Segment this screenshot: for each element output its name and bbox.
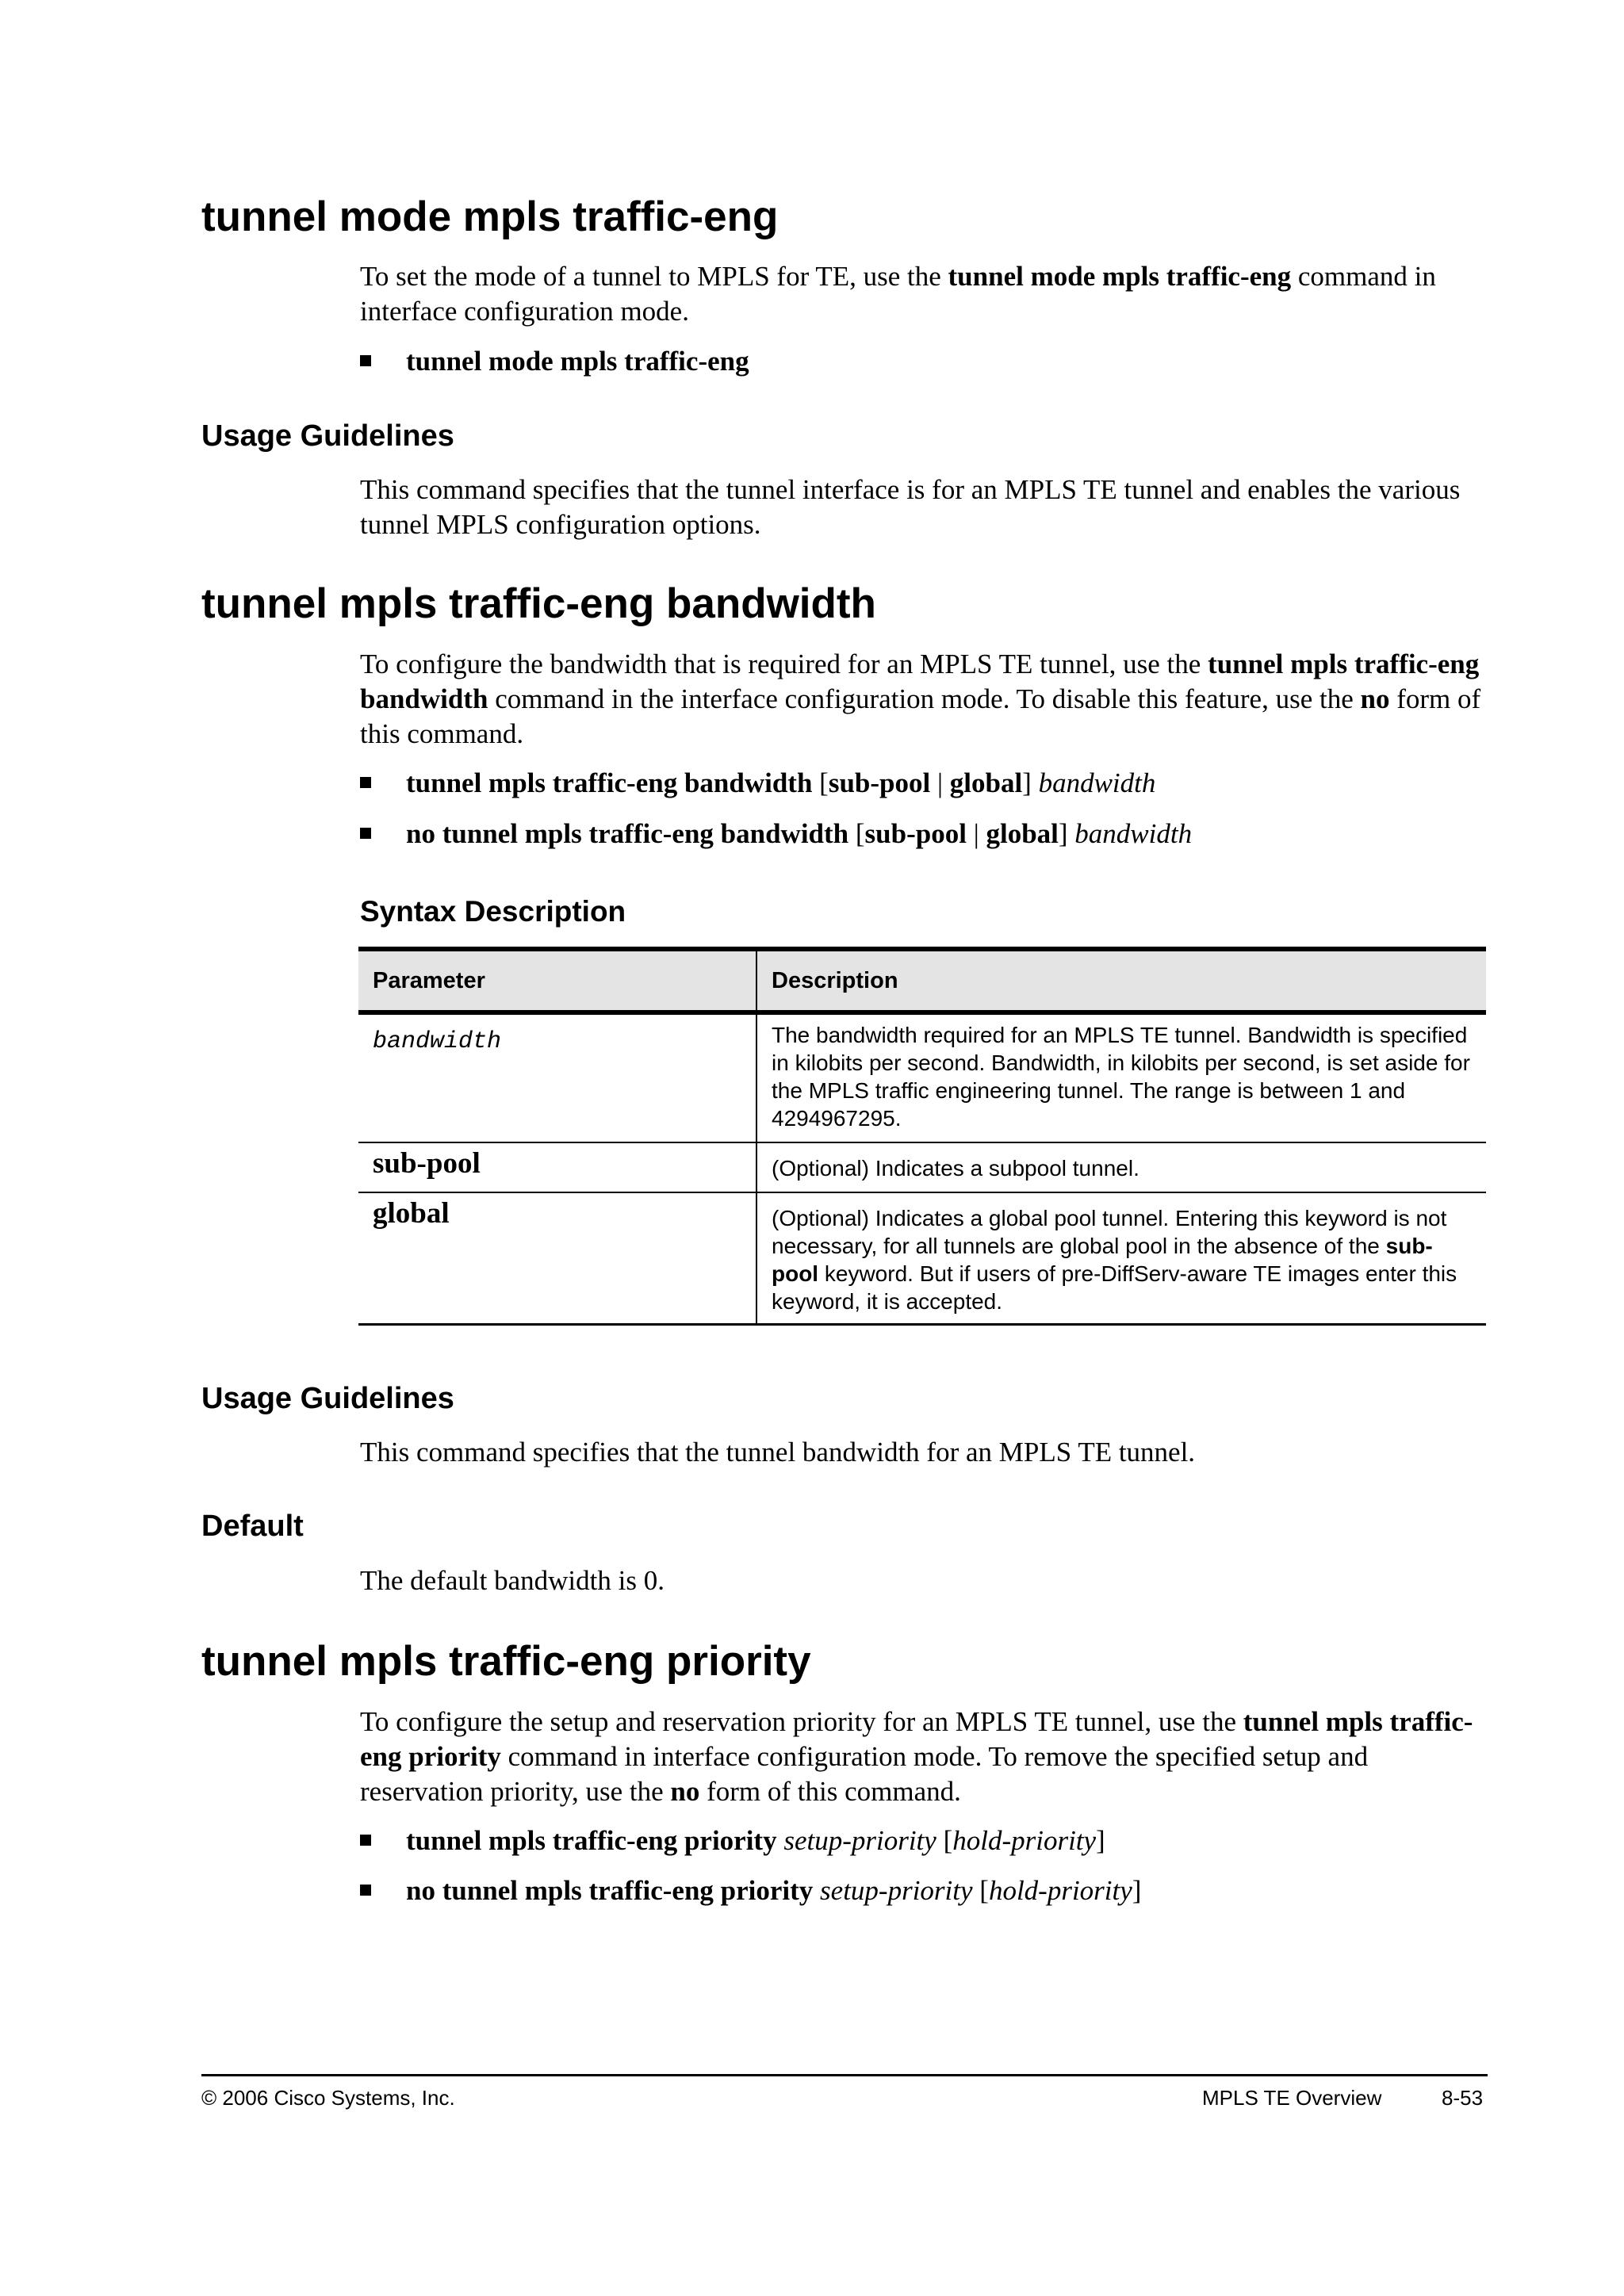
section2-usage-text: This command specifies that the tunnel bandwidth for an MPLS TE tunnel.	[360, 1437, 1196, 1468]
desc-sub-pool: (Optional) Indicates a subpool tunnel.	[772, 1156, 1139, 1181]
column-header-description: Description	[756, 949, 1486, 1012]
section-title-priority: tunnel mpls traffic-eng priority	[201, 1638, 811, 1685]
param-sub-pool: sub-pool	[373, 1147, 481, 1180]
section-title-bandwidth: tunnel mpls traffic-eng bandwidth	[201, 580, 876, 627]
section3-syntax-2: no tunnel mpls traffic-eng priority setup-priority [hold-priority]	[360, 1873, 1141, 1908]
column-header-parameter: Parameter	[358, 949, 756, 1012]
footer-doc-title: MPLS TE Overview	[1202, 2086, 1382, 2110]
param-global: global	[373, 1197, 450, 1230]
footer-copyright: © 2006 Cisco Systems, Inc.	[201, 2086, 455, 2110]
bullet-square-icon	[360, 777, 371, 788]
section3-intro: To configure the setup and reservation priority for an MPLS TE tunnel, use the tunnel mpls traffic-eng priority command in interface configuration mode. To remove the specified setup and reservation priority, use the no form of this command.	[360, 1706, 1473, 1807]
default-heading: Default	[201, 1510, 304, 1543]
desc-global: (Optional) Indicates a global pool tunnel. Entering this keyword is not necessary, for all tunnels are global pool in the absence of the sub-pool keyword. But if users of pre-DiffServ-aware TE images enter this keyword, it is accepted.	[772, 1206, 1457, 1314]
table-row	[358, 1012, 1486, 1142]
syntax-description-heading: Syntax Description	[360, 895, 626, 928]
section1-intro: To set the mode of a tunnel to MPLS for TE, use the tunnel mode mpls traffic-eng command in interface configuration mode.	[360, 261, 1436, 327]
table-row	[358, 1192, 1486, 1325]
section1-usage-text: This command specifies that the tunnel interface is for an MPLS TE tunnel and enables the various tunnel MPLS configuration options.	[360, 474, 1461, 540]
section2-syntax-2: no tunnel mpls traffic-eng bandwidth [sub-pool | global] bandwidth	[360, 817, 1192, 851]
table-row	[358, 1142, 1486, 1192]
bullet-square-icon	[360, 1835, 371, 1846]
section2-default-text: The default bandwidth is 0.	[360, 1565, 665, 1596]
section3-syntax-1: tunnel mpls traffic-eng priority setup-priority [hold-priority]	[360, 1823, 1105, 1858]
section-title-tunnel-mode: tunnel mode mpls traffic-eng	[201, 193, 779, 240]
section1-syntax: tunnel mode mpls traffic-eng	[360, 344, 749, 379]
section2-intro: To configure the bandwidth that is required for an MPLS TE tunnel, use the tunnel mpls traffic-eng bandwidth command in the interface configuration mode. To disable this feature, use the no form of this command.	[360, 649, 1481, 749]
desc-bandwidth: The bandwidth required for an MPLS TE tunnel. Bandwidth is specified in kilobits per second. Bandwidth, in kilobits per second, is set aside for the MPLS traffic engineering tunnel. The range is between 1 and 4294967295.	[772, 1023, 1470, 1131]
syntax-description-table	[358, 947, 1486, 1326]
bullet-square-icon	[360, 355, 371, 366]
usage-guidelines-heading: Usage Guidelines	[201, 1382, 454, 1415]
footer-divider	[201, 2074, 1488, 2076]
bullet-square-icon	[360, 828, 371, 839]
param-bandwidth: bandwidth	[373, 1028, 502, 1055]
footer-page-number: 8-53	[1442, 2086, 1484, 2110]
bullet-square-icon	[360, 1885, 371, 1896]
section2-syntax-1: tunnel mpls traffic-eng bandwidth [sub-pool | global] bandwidth	[360, 766, 1155, 801]
usage-guidelines-heading: Usage Guidelines	[201, 419, 454, 453]
